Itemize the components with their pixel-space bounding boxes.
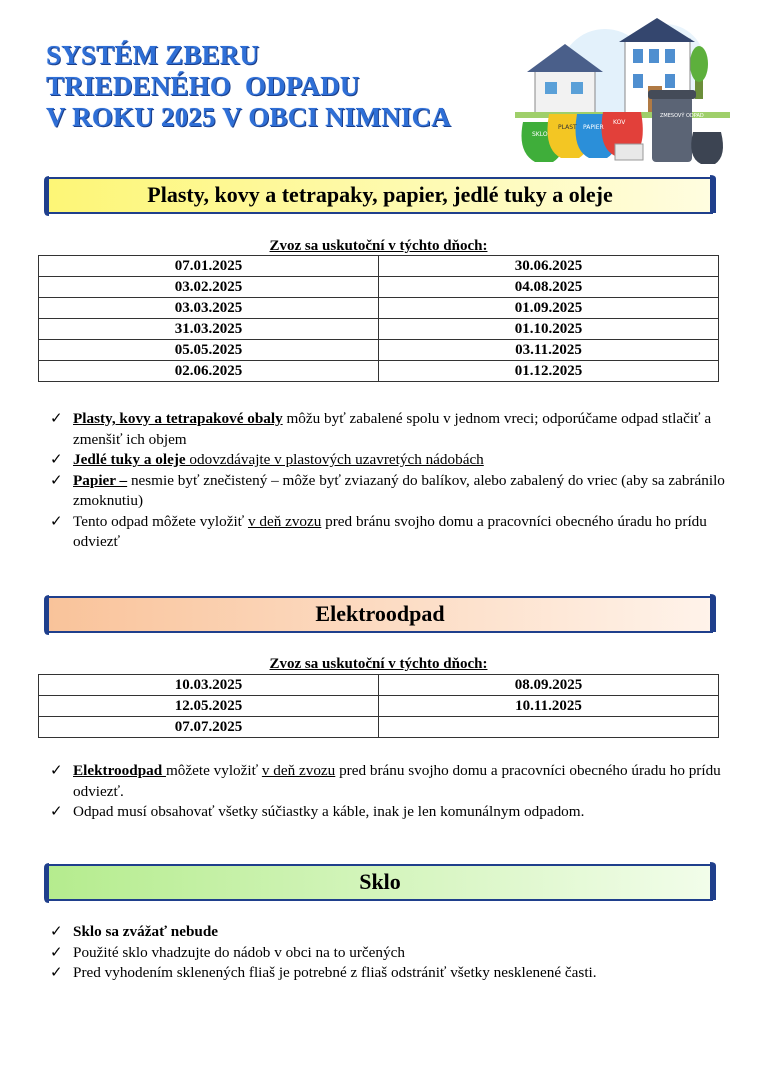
title-line-2: TRIEDENÉHO ODPADU [46, 71, 360, 101]
check-icon: ✓ [50, 803, 63, 820]
schedule-table-elektroodpad [38, 674, 719, 738]
section-heading: Sklo [359, 869, 401, 894]
date-cell: 04.08.2025 [379, 277, 719, 298]
section-heading: Elektroodpad [315, 601, 445, 626]
check-icon: ✓ [50, 512, 63, 530]
date-cell: 10.03.2025 [39, 675, 379, 696]
check-icon: ✓ [50, 964, 63, 981]
table-row [39, 256, 719, 277]
date-cell: 10.11.2025 [379, 696, 719, 717]
table-row [39, 675, 719, 696]
title-line-3: V ROKU 2025 V OBCI NIMNICA [46, 102, 451, 132]
check-icon: ✓ [50, 471, 63, 489]
list-item: ✓ Pred vyhodením sklenených fliaš je potrebné z fliaš odstrániť všetky nesklenené časti. [50, 963, 740, 984]
date-cell: 03.11.2025 [379, 340, 719, 361]
table-row [39, 340, 719, 361]
bag-label-kov: KOV [613, 119, 626, 126]
section-banner-elektroodpad [42, 592, 718, 636]
bag-label-plast: PLAST [558, 124, 577, 131]
check-icon: ✓ [50, 762, 63, 779]
table-row [39, 696, 719, 717]
date-cell: 08.09.2025 [379, 675, 719, 696]
list-item: ✓ Papier – nesmie byť znečistený – môže byť zviazaný do balíkov, alebo zabalený do vriec (aby sa zabránilo zmoknutiu) [50, 471, 725, 509]
table-row [39, 277, 719, 298]
list-item: ✓ Použité sklo vhadzujte do nádob v obci na to určených [50, 943, 740, 964]
check-icon: ✓ [50, 451, 63, 468]
table-row [39, 298, 719, 319]
waste-sorting-illustration [515, 14, 730, 166]
bin-label: ZMESOVÝ ODPAD [660, 113, 704, 119]
schedule-table-plasty [38, 255, 719, 382]
date-cell: 12.05.2025 [39, 696, 379, 717]
title-line-1: SYSTÉM ZBERU [46, 40, 260, 70]
date-cell: 01.10.2025 [379, 319, 719, 340]
date-cell: 31.03.2025 [39, 319, 379, 340]
list-item: ✓ Plasty, kovy a tetrapakové obaly môžu byť zabalené spolu v jednom vreci; odporúčame odpad stlačiť a zmenšiť ich objem [50, 410, 712, 448]
date-cell: 01.09.2025 [379, 298, 719, 319]
date-cell: 07.07.2025 [39, 717, 379, 738]
table-row [39, 361, 719, 382]
notes-list-elektroodpad [50, 761, 740, 823]
date-cell: 05.05.2025 [39, 340, 379, 361]
date-cell: 01.12.2025 [379, 361, 719, 382]
date-cell [379, 717, 719, 738]
list-item: ✓ Tento odpad môžete vyložiť v deň zvozu pred bránu svojho domu a pracovníci obecného úradu ho prídu odviezť [50, 512, 707, 550]
page-title [46, 40, 451, 133]
list-item: ✓ Sklo sa zvážať nebude [50, 922, 740, 943]
date-cell: 02.06.2025 [39, 361, 379, 382]
bag-label-papier: PAPIER [583, 124, 604, 131]
section-banner-sklo [42, 860, 718, 904]
table-row [39, 717, 719, 738]
section-banner-plasty [42, 173, 718, 217]
notes-list-sklo [50, 922, 740, 984]
check-icon: ✓ [50, 410, 63, 427]
schedule-caption: Zvoz sa uskutoční v týchto dňoch: [269, 656, 488, 672]
list-item: ✓ Jedlé tuky a oleje odovzdávajte v plastových uzavretých nádobách [50, 450, 740, 471]
notes-list-plasty [50, 409, 740, 553]
date-cell: 30.06.2025 [379, 256, 719, 277]
check-icon: ✓ [50, 923, 63, 940]
check-icon: ✓ [50, 943, 63, 961]
schedule-caption: Zvoz sa uskutoční v týchto dňoch: [269, 238, 488, 254]
list-item: ✓ Odpad musí obsahovať všetky súčiastky a káble, inak je len komunálnym odpadom. [50, 802, 740, 823]
table-row [39, 319, 719, 340]
date-cell: 03.02.2025 [39, 277, 379, 298]
list-item: ✓ Elektroodpad môžete vyložiť v deň zvozu pred bránu svojho domu a pracovníci obecného úradu ho prídu odviezť. [50, 762, 721, 800]
date-cell: 03.03.2025 [39, 298, 379, 319]
date-cell: 07.01.2025 [39, 256, 379, 277]
bag-label-sklo: SKLO [532, 131, 548, 138]
section-heading: Plasty, kovy a tetrapaky, papier, jedlé tuky a oleje [147, 182, 613, 207]
